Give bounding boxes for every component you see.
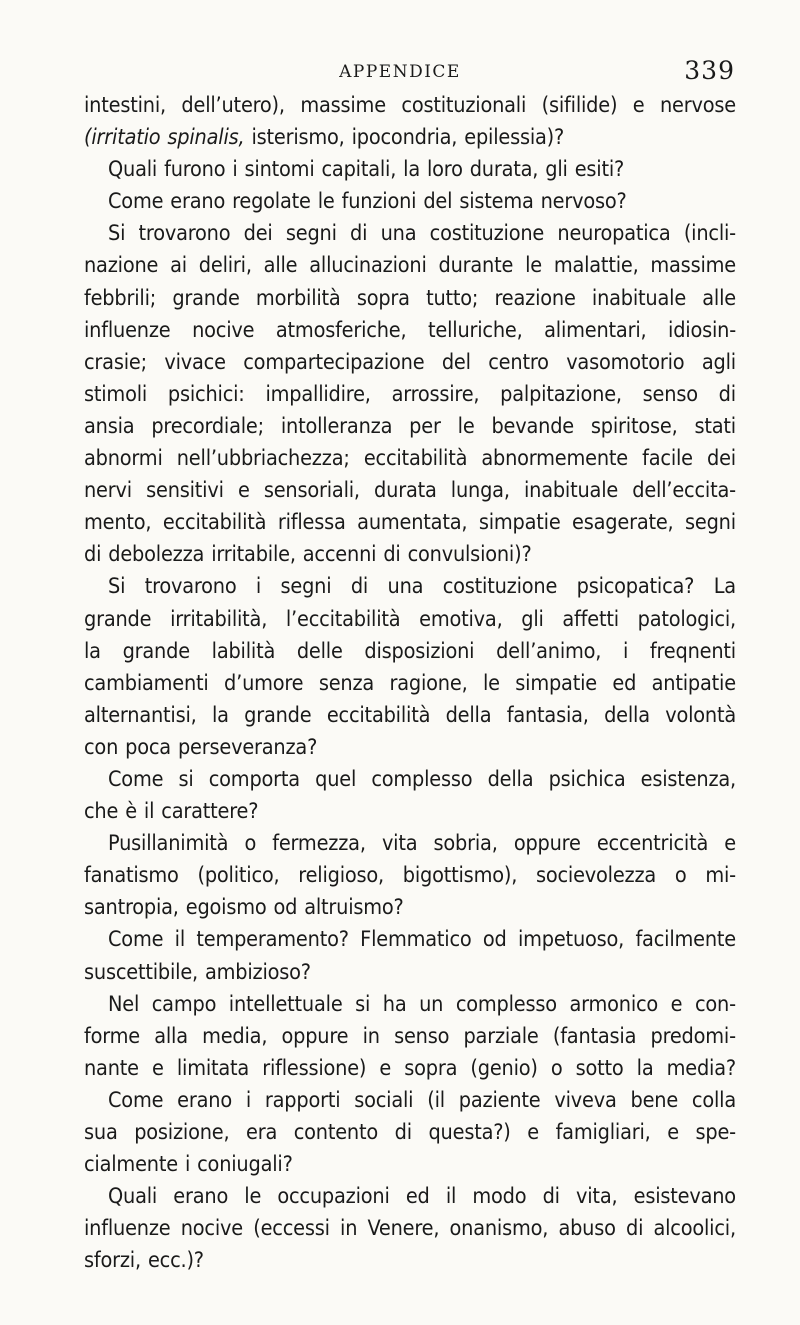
- text-line: nervi sensitivi e sensoriali, durata lunga, inabituale dell’eccita-: [84, 478, 736, 504]
- text-line: intestini, dell’utero), massime costituzionali (sifilide) e nervose: [84, 93, 736, 118]
- text-line: Come erano regolate le funzioni del sistema nervoso?: [108, 189, 627, 215]
- text-line: nazione ai deliri, alle allucinazioni durante le malattie, massime: [84, 253, 736, 279]
- text-line: fanatismo (politico, religioso, bigottismo), socievolezza o mi-: [84, 863, 736, 889]
- body-text: [84, 90, 736, 1277]
- text-line: Si trovarono dei segni di una costituzione neuropatica (incli-: [108, 221, 736, 247]
- text-line: influenze nocive (eccessi in Venere, onanismo, abuso di alcoolici,: [84, 1216, 736, 1242]
- text-line: stimoli psichici: impallidire, arrossire, palpitazione, senso di: [84, 381, 736, 407]
- text-line: grande irritabilità, l’eccitabilità emotiva, gli affetti patologici,: [84, 606, 736, 632]
- text-line: (irritatio spinalis, isterismo, ipocondria, epilessia)?: [84, 125, 565, 151]
- text-line: crasie; vivace compartecipazione del centro vasomotorio agli: [84, 349, 736, 375]
- text-line: cambiamenti d’umore senza ragione, le simpatie ed antipatie: [84, 670, 736, 696]
- text-line: Nel campo intellettuale si ha un complesso armonico e con-: [108, 991, 736, 1017]
- text-line: di debolezza irritabile, accenni di convulsioni)?: [84, 542, 532, 568]
- text-line: abnormi nell’ubbriachezza; eccitabilità abnormemente facile dei: [84, 446, 736, 472]
- text-line: santropia, egoismo od altruismo?: [84, 895, 404, 921]
- running-head: [0, 56, 800, 88]
- text-line: Quali furono i sintomi capitali, la loro durata, gli esiti?: [108, 157, 625, 183]
- text-line: che è il carattere?: [84, 799, 259, 825]
- text-line: mento, eccitabilità riflessa aumentata, simpatie esagerate, segni: [84, 510, 736, 536]
- text-line: Come si comporta quel complesso della psichica esistenza,: [108, 766, 736, 792]
- text-line: Come erano i rapporti sociali (il paziente viveva bene colla: [108, 1087, 736, 1113]
- text-line: nante e limitata riflessione) e sopra (genio) o sotto la media?: [84, 1055, 736, 1081]
- text-line: febbrili; grande morbilità sopra tutto; reazione inabituale alle: [84, 285, 736, 311]
- text-line: ansia precordiale; intolleranza per le bevande spiritose, stati: [84, 413, 736, 439]
- text-line: sforzi, ecc.)?: [84, 1248, 204, 1274]
- text-line: Si trovarono i segni di una costituzione psicopatica? La: [108, 574, 736, 600]
- text-line: la grande labilità delle disposizioni dell’animo, i freqnenti: [84, 638, 736, 664]
- text-line: forme alla media, oppure in senso parziale (fantasia predomi-: [84, 1023, 736, 1049]
- text-line: alternantisi, la grande eccitabilità della fantasia, della volontà: [84, 702, 736, 728]
- text-line: Quali erano le occupazioni ed il modo di vita, esistevano: [108, 1184, 736, 1210]
- page-number: 339: [684, 56, 735, 85]
- text-line: suscettibile, ambizioso?: [84, 959, 311, 985]
- text-line: influenze nocive atmosferiche, telluriche, alimentari, idiosin-: [84, 317, 736, 343]
- running-title: APPENDICE: [339, 62, 461, 82]
- text-line: con poca perseveranza?: [84, 734, 318, 760]
- text-line: Come il temperamento? Flemmatico od impetuoso, facilmente: [108, 927, 736, 953]
- text-line: cialmente i coniugali?: [84, 1152, 293, 1178]
- text-line: Pusillanimità o fermezza, vita sobria, oppure eccentricità e: [108, 831, 736, 857]
- text-line: sua posizione, era contento di questa?) e famigliari, e spe-: [84, 1120, 736, 1145]
